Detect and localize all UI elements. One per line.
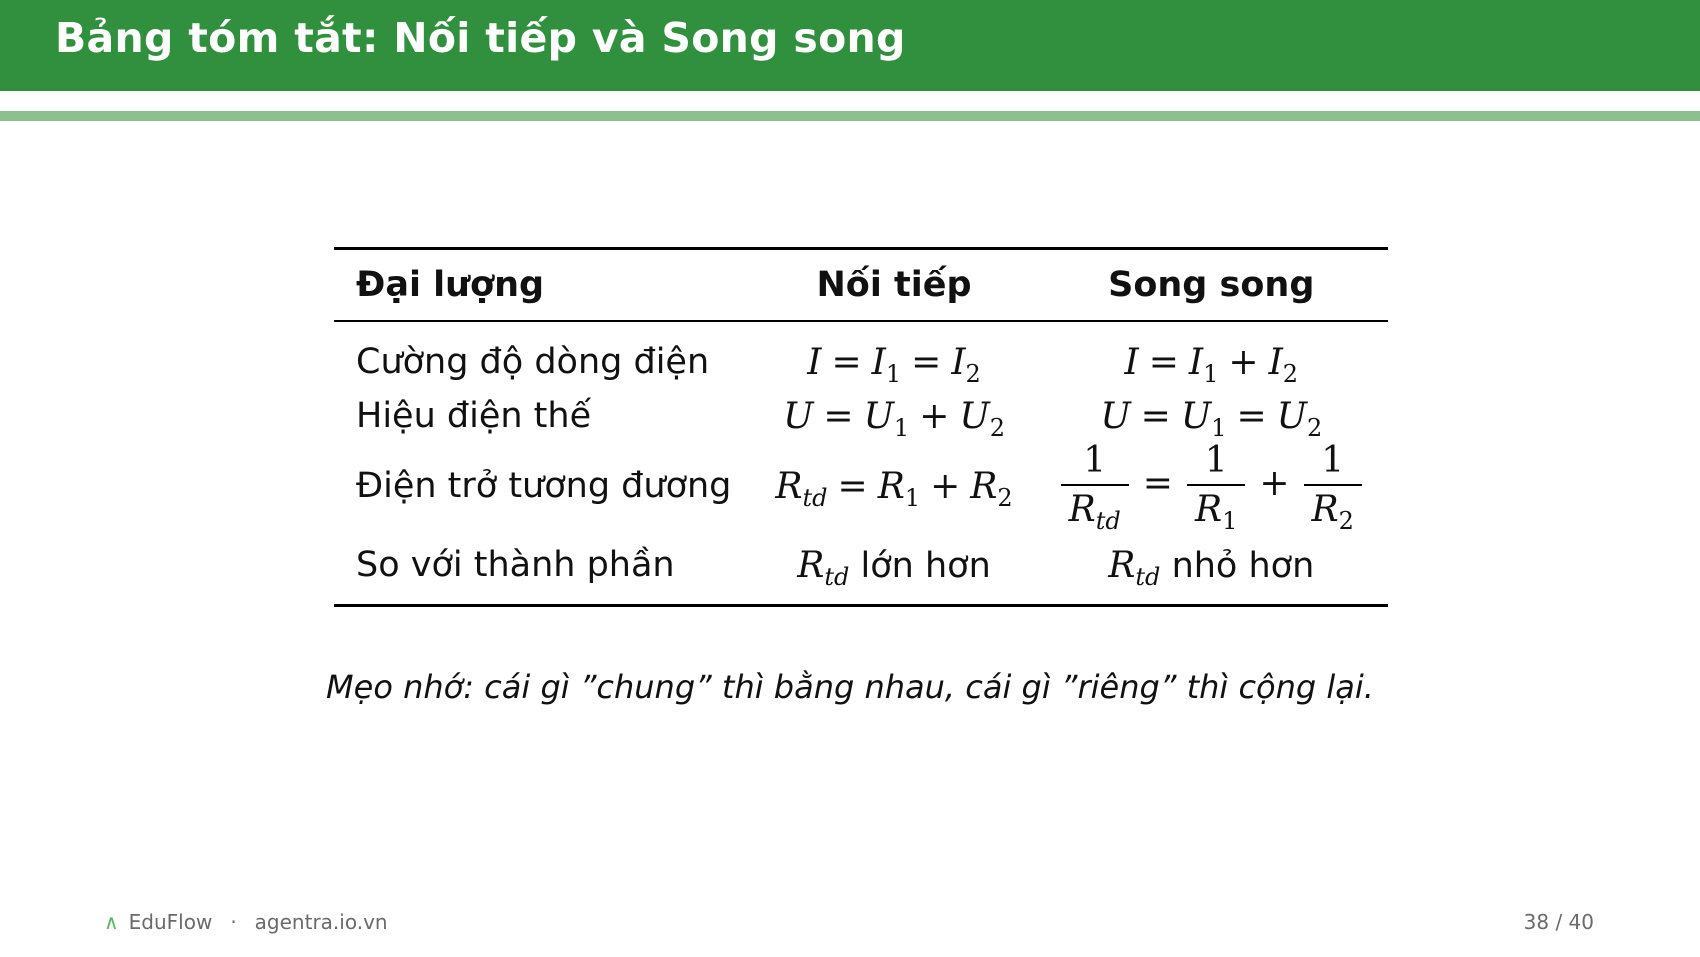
table-header-row bbox=[334, 249, 1388, 322]
row-label-current: Cường độ dòng điện bbox=[356, 342, 710, 382]
header-parallel: Song song bbox=[1035, 249, 1388, 322]
header-divider bbox=[0, 111, 1700, 121]
footer-brand: EduFlow bbox=[128, 910, 213, 934]
series-voltage-formula: $U = U_1 + U_2$ bbox=[783, 395, 1005, 442]
slide-header bbox=[0, 0, 1700, 91]
footer-site[interactable]: agentra.io.vn bbox=[254, 910, 388, 934]
summary-table bbox=[334, 247, 1388, 607]
footer bbox=[104, 910, 388, 934]
table-row bbox=[334, 534, 1388, 606]
row-label-comparison: So với thành phần bbox=[334, 534, 753, 606]
row-label-resistance: Điện trở tương đương bbox=[356, 466, 732, 506]
fraction: $\frac{1}{R_2}$ bbox=[1304, 440, 1362, 532]
parallel-resistance-formula: $\frac{1}{R_{td}}$ = $\frac{1}{R_1}$ + $\frac{1}{R_2}$ bbox=[1035, 438, 1388, 534]
parallel-current-formula: $I = I_1 + I_2$ bbox=[1124, 341, 1299, 388]
series-comparison: $R_{td}$ lớn hơn bbox=[753, 534, 1034, 606]
header-series: Nối tiếp bbox=[753, 249, 1034, 322]
series-resistance-formula: $R_{td} = R_1 + R_2$ bbox=[775, 465, 1013, 512]
parallel-comparison: $R_{td}$ nhỏ hơn bbox=[1035, 534, 1388, 606]
parallel-voltage-formula: $U = U_1 = U_2$ bbox=[1100, 395, 1323, 442]
footer-separator: · bbox=[230, 910, 237, 934]
fraction: $\frac{1}{R_1}$ bbox=[1187, 440, 1245, 532]
summary-table-container bbox=[334, 247, 1366, 607]
memory-tip: Mẹo nhớ: cái gì ”chung” thì bằng nhau, cái gì ”riêng” thì cộng lại. bbox=[326, 668, 1374, 706]
chevron-up-icon: ∧ bbox=[104, 910, 119, 934]
table-row bbox=[334, 321, 1388, 394]
page-number: 38 / 40 bbox=[1523, 910, 1594, 934]
fraction: $\frac{1}{R_{td}}$ bbox=[1061, 440, 1129, 532]
series-current-formula: $I = I_1 = I_2$ bbox=[807, 341, 981, 388]
row-label-voltage: Hiệu điện thế bbox=[356, 396, 592, 436]
header-quantity: Đại lượng bbox=[334, 249, 753, 322]
table-row bbox=[334, 394, 1388, 438]
table-row bbox=[334, 438, 1388, 534]
slide-title: Bảng tóm tắt: Nối tiếp và Song song bbox=[55, 14, 906, 62]
